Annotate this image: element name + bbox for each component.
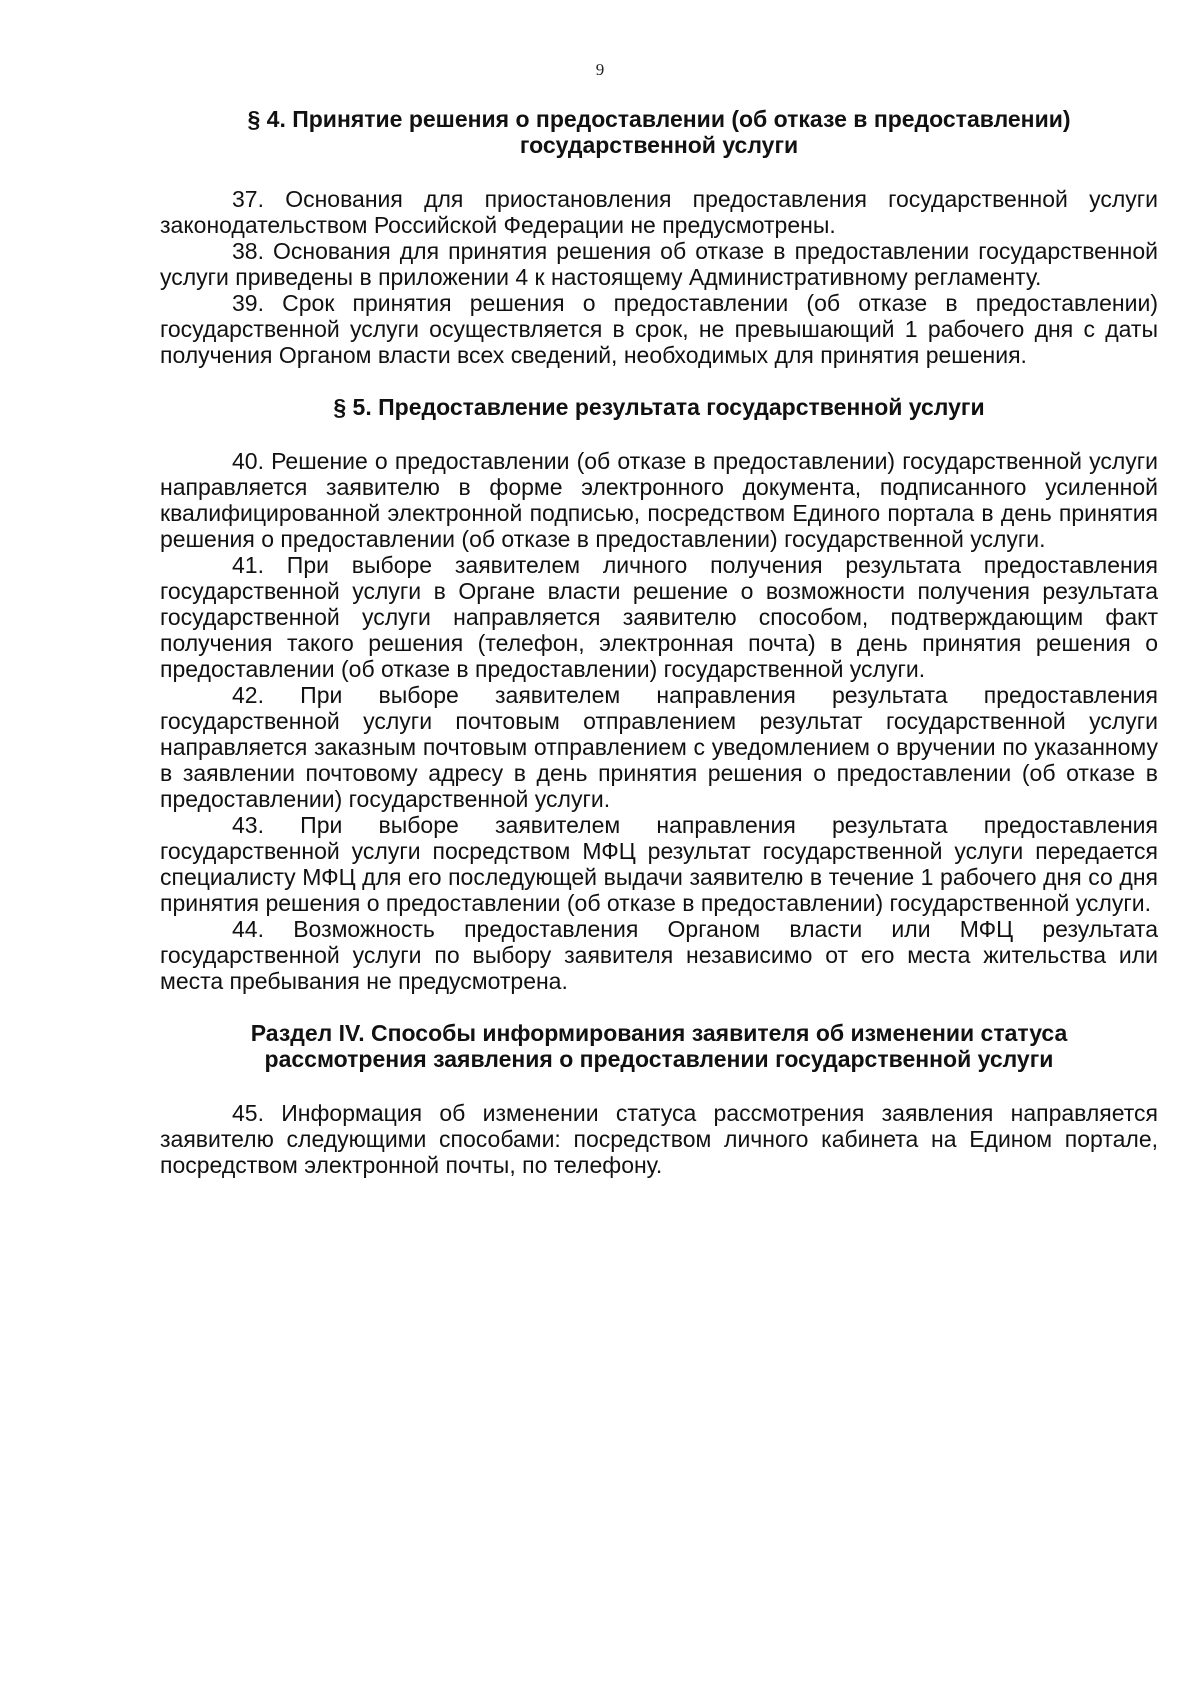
- paragraph-45: 45. Информация об изменении статуса рассмотрения заявления направляется заявителю следующими способами: посредством личного кабинета на Едином портале, посредством электронной почты, по телефону.: [160, 1100, 1158, 1178]
- section-4-heading-line-1: § 4. Принятие решения о предоставлении (об отказе в предоставлении): [247, 106, 1071, 132]
- paragraph-41: 41. При выборе заявителем личного получения результата предоставления государственной услуги в Органе власти решение о возможности получения результата государственной услуги направляется заявителю способом, подтверждающим факт получения такого решения (телефон, электронная почта) в день принятия решения о предоставлении (об отказе в предоставлении) государственной услуги.: [160, 552, 1158, 682]
- paragraph-42: 42. При выборе заявителем направления результата предоставления государственной услуги почтовым отправлением результат государственной услуги направляется заказным почтовым отправлением с уведомлением о вручении по указанному в заявлении почтовому адресу в день принятия решения о предоставлении (об отказе в предоставлении) государственной услуги.: [160, 682, 1158, 812]
- section-4-heading: [160, 106, 1158, 158]
- section-iv-heading: [160, 1020, 1158, 1072]
- section-iv-heading-line-1: Раздел IV. Способы информирования заявителя об изменении статуса: [250, 1020, 1068, 1046]
- paragraph-40: 40. Решение о предоставлении (об отказе в предоставлении) государственной услуги направляется заявителю в форме электронного документа, подписанного усиленной квалифицированной электронной подписью, посредством Единого портала в день принятия решения о предоставлении (об отказе в предоставлении) государственной услуги.: [160, 448, 1158, 552]
- section-4-heading-line-2: государственной услуги: [519, 132, 799, 158]
- paragraph-37: 37. Основания для приостановления предоставления государственной услуги законодательством Российской Федерации не предусмотрены.: [160, 186, 1158, 238]
- section-4-body: [160, 186, 1158, 368]
- document-body: [160, 106, 1158, 1178]
- section-5-heading-line: § 5. Предоставление результата государственной услуги: [333, 394, 985, 420]
- section-iv-heading-line-2: рассмотрения заявления о предоставлении государственной услуги: [264, 1046, 1054, 1072]
- section-5-body: [160, 448, 1158, 994]
- paragraph-43: 43. При выборе заявителем направления результата предоставления государственной услуги посредством МФЦ результат государственной услуги передается специалисту МФЦ для его последующей выдачи заявителю в течение 1 рабочего дня со дня принятия решения о предоставлении (об отказе в предоставлении) государственной услуги.: [160, 812, 1158, 916]
- section-5-heading: [160, 394, 1158, 420]
- paragraph-38: 38. Основания для принятия решения об отказе в предоставлении государственной услуги приведены в приложении 4 к настоящему Административному регламенту.: [160, 238, 1158, 290]
- section-iv-body: [160, 1100, 1158, 1178]
- paragraph-44: 44. Возможность предоставления Органом власти или МФЦ результата государственной услуги по выбору заявителя независимо от его места жительства или места пребывания не предусмотрена.: [160, 916, 1158, 994]
- paragraph-39: 39. Срок принятия решения о предоставлении (об отказе в предоставлении) государственной услуги осуществляется в срок, не превышающий 1 рабочего дня с даты получения Органом власти всех сведений, необходимых для принятия решения.: [160, 290, 1158, 368]
- page-number: 9: [595, 60, 605, 79]
